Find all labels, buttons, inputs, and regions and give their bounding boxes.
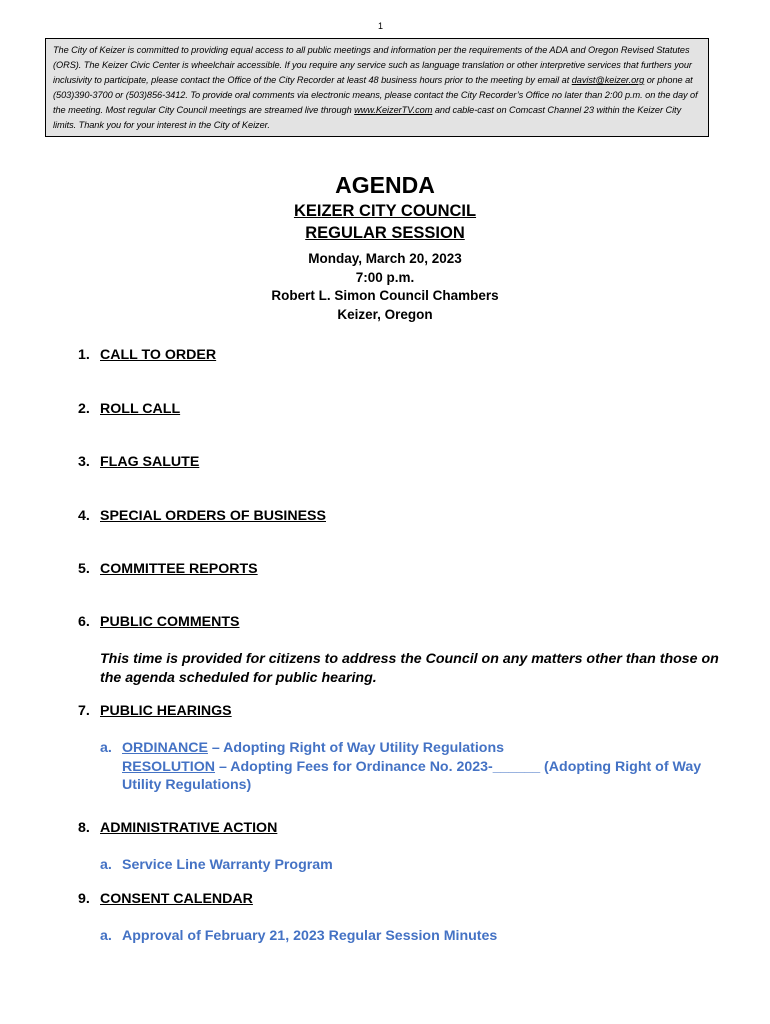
subitem-letter: a. [100, 928, 112, 944]
resolution-text: – Adopting Fees for Ordinance No. 2023-______ (Adopting Right of Way Utility Regulations) [122, 758, 702, 793]
item-number: 8. [78, 820, 90, 836]
minutes-approval-text: Approval of February 21, 2023 Regular Session Minutes [122, 928, 498, 944]
meeting-time: 7:00 p.m. [355, 269, 415, 285]
item-number: 1. [78, 347, 90, 363]
item-number: 7. [78, 703, 90, 719]
item-label: FLAG SALUTE [100, 454, 200, 470]
administrative-action-subitem-a[interactable] [100, 856, 730, 875]
ordinance-text: – Adopting Right of Way Utility Regulations [207, 740, 505, 756]
item-number: 4. [78, 508, 90, 524]
agenda-item-call-to-order [78, 347, 216, 363]
notice-part-1: The City of Keizer is committed to providing equal access to all public meetings and information per the requirements of the ADA and Oregon Revised Statutes (ORS). The Keizer Civic Center is wheelchair accessible. If you require any service such as language translation or other interpretive services that furthers your inclusivity to participate, please contact the Office of the City Recorder at least 48 business hours prior to the meeting by email at [53, 45, 692, 85]
item-label: PUBLIC COMMENTS [100, 614, 240, 630]
agenda-item-roll-call [78, 401, 180, 417]
agenda-item-public-comments [78, 614, 240, 630]
public-comments-note: This time is provided for citizens to address the Council on any matters other than those on the agenda scheduled for public hearing. [100, 651, 719, 686]
notice-part-2: or phone at (503)390-3700 or (503)856-3412. To provide oral comments via electronic means, please contact the City Recorder’s Office no later than 2:00 p.m. on the day of the meeting. Most regular City Council meetings are streamed live through [53, 75, 698, 115]
item-number: 2. [78, 401, 90, 417]
agenda-header [0, 170, 770, 324]
item-label: CONSENT CALENDAR [100, 891, 253, 907]
meeting-city: Keizer, Oregon [337, 306, 433, 322]
item-label: COMMITTEE REPORTS [100, 561, 258, 577]
ordinance-link[interactable]: ORDINANCE [122, 740, 208, 756]
notice-text [53, 43, 704, 133]
item-label: ROLL CALL [100, 401, 181, 417]
item-label: CALL TO ORDER [100, 347, 217, 363]
council-name: KEIZER CITY COUNCIL [293, 202, 477, 220]
item-number: 6. [78, 614, 90, 630]
meeting-location: Robert L. Simon Council Chambers [271, 288, 499, 303]
agenda-item-committee-reports [78, 561, 258, 577]
keizertv-link[interactable]: www.KeizerTV.com [354, 105, 433, 115]
accessibility-notice [45, 38, 709, 137]
service-line-warranty-text: Service Line Warranty Program [122, 857, 333, 873]
agenda-item-administrative-action [78, 820, 277, 836]
notice-part-3: and cable-cast on Comcast Channel 23 within the Keizer City limits. Thank you for your interest in the City of Keizer. [53, 105, 682, 130]
item-number: 9. [78, 891, 90, 907]
agenda-item-flag-salute [78, 454, 199, 470]
consent-calendar-subitem-a[interactable] [100, 927, 730, 946]
item-label: SPECIAL ORDERS OF BUSINESS [100, 508, 326, 524]
item-number: 3. [78, 454, 90, 470]
subitem-letter: a. [100, 740, 112, 756]
agenda-item-public-hearings [78, 703, 232, 719]
agenda-item-special-orders [78, 508, 326, 524]
item-label: ADMINISTRATIVE ACTION [100, 820, 278, 836]
agenda-title: AGENDA [335, 172, 435, 198]
recorder-email-link[interactable]: davist@keizer.org [571, 75, 645, 85]
session-type: REGULAR SESSION [305, 224, 465, 242]
agenda-item-consent-calendar [78, 891, 253, 907]
meeting-date: Monday, March 20, 2023 [308, 251, 462, 266]
item-number: 5. [78, 561, 90, 577]
page-number: 1 [378, 21, 384, 31]
resolution-line [100, 758, 730, 795]
item-label: PUBLIC HEARINGS [100, 703, 232, 719]
resolution-link[interactable]: RESOLUTION [122, 758, 216, 775]
public-hearings-subitem-a [100, 739, 730, 795]
subitem-letter: a. [100, 857, 112, 873]
